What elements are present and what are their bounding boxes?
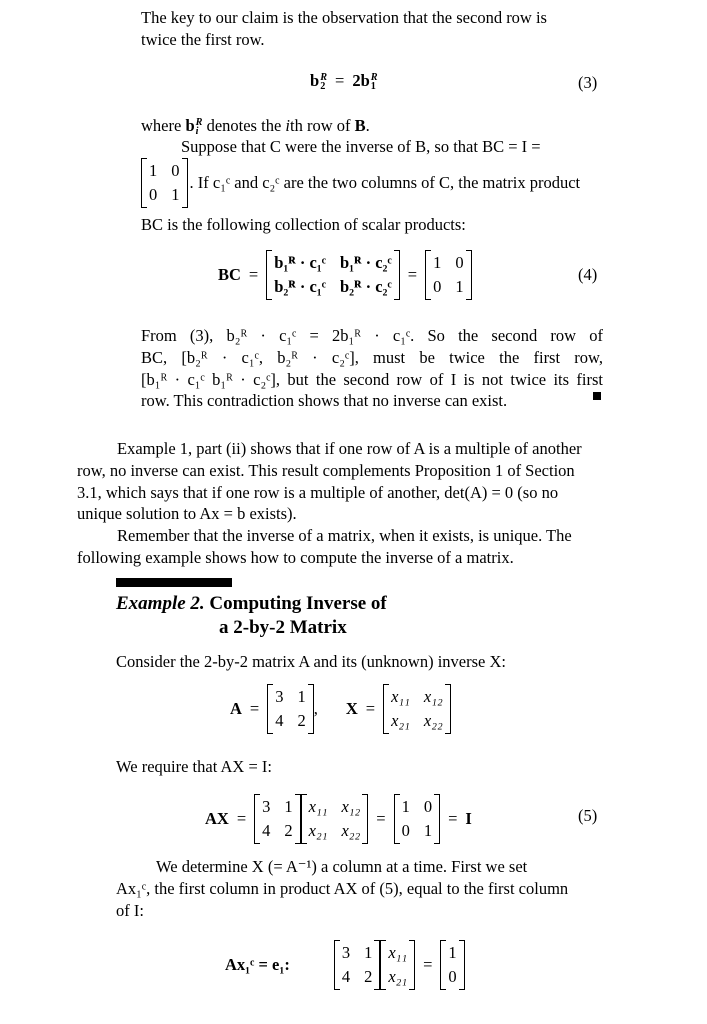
matrix-cell: x₁₁	[388, 943, 408, 962]
example-title: Computing Inverse of	[209, 593, 387, 614]
matrix-cell: 3	[341, 943, 351, 962]
equation-3	[310, 70, 378, 92]
eq3-lhs: b R 2	[310, 71, 328, 93]
text-line: Remember that the inverse of a matrix, when it exists, is unique. The	[117, 526, 572, 546]
paragraph-suppose-matrix	[141, 158, 580, 208]
text-line: [b₁ᴿ · c₁ᶜ b₁ᴿ · c₂ᶜ], but the second row of I is not twice its first	[141, 369, 603, 389]
text-consider: Consider the 2-by-2 matrix A and its (unknown) inverse X:	[116, 652, 506, 671]
identity-matrix	[425, 250, 472, 300]
text-suppose: Suppose that C were the inverse of B, so that BC = I =	[181, 137, 541, 156]
matrix-cell: 1	[171, 184, 180, 204]
symbol-B: B	[354, 116, 366, 135]
eq4-equals: =	[248, 264, 259, 284]
symbol-AX: AX	[205, 808, 229, 828]
matrix-A	[267, 684, 314, 734]
matrix-cell: 4	[262, 820, 271, 840]
eq3-equals: =	[335, 71, 345, 90]
equals-sign: =	[376, 808, 386, 828]
column-e1	[440, 940, 464, 990]
paragraph-where	[141, 115, 370, 137]
matrix-cell: 0	[433, 276, 442, 296]
matrix-cell: 0	[448, 966, 457, 986]
matrix-cell: 1	[423, 820, 433, 840]
eq4-equals-2: =	[407, 264, 418, 284]
text-line: of I:	[116, 900, 144, 920]
text-line: unique solution to Ax = b exists).	[77, 504, 297, 524]
equation-4	[218, 250, 472, 300]
matrix-X	[383, 684, 451, 734]
text-line: We determine X (= A⁻¹) a column at a time. First we set	[156, 857, 528, 876]
equals-sign: =	[249, 698, 260, 718]
matrix-A	[254, 794, 301, 844]
matrix-cell: x₁₂	[423, 687, 443, 706]
matrix-cell: x₂₁	[308, 820, 328, 840]
eq3-rhs: 2b R 1	[352, 71, 378, 93]
matrix-cell: 4	[341, 966, 351, 986]
equation-number-5: (5)	[578, 806, 598, 825]
matrix-cell: 4	[275, 710, 284, 730]
text-line: following example shows how to compute the inverse of a matrix.	[77, 547, 514, 567]
matrix-cell: x₁₂	[341, 797, 361, 816]
matrix-cell: 0	[149, 184, 158, 204]
text-line: The key to our claim is the observation that the second row is	[141, 8, 547, 27]
equation-5	[205, 794, 472, 844]
matrix-cell: 1	[284, 797, 293, 816]
eq6-lhs: Ax₁ᶜ = e₁:	[225, 954, 290, 974]
equals-sign: =	[448, 808, 458, 828]
text-columns: . If c₁ᶜ and c₂ᶜ are the two columns of C, the matrix product	[189, 172, 581, 192]
text-require: We require that AX = I:	[116, 757, 272, 776]
end-of-proof-icon	[593, 392, 601, 400]
identity-matrix	[394, 794, 441, 844]
paragraph-contradiction	[141, 325, 603, 412]
matrix-cell: b₂ᴿ · c₂ᶜ	[340, 276, 392, 296]
matrix-cell: 0	[423, 797, 433, 816]
text-line: Example 1, part (ii) shows that if one row of A is a multiple of another	[117, 439, 582, 458]
equation-first-column	[225, 940, 465, 990]
matrix-cell: x₁₁	[308, 797, 328, 816]
equals-sign: =	[423, 954, 433, 974]
matrix-cell: b₁ᴿ · c₁ᶜ	[274, 253, 326, 272]
matrix-cell: 1	[364, 943, 373, 962]
equation-number-4: (4)	[578, 265, 598, 284]
text-line: Ax₁ᶜ, the first column in product AX of (5), equal to the first column	[116, 878, 569, 898]
matrix-cell: 0	[455, 253, 464, 272]
matrix-cell: 1	[401, 797, 410, 816]
matrix-cell: 1	[149, 161, 158, 180]
matrix-cell: x₂₂	[423, 710, 443, 730]
text-th-row: th row of	[289, 116, 351, 135]
text-i: i	[285, 116, 290, 135]
column-x1	[380, 940, 415, 990]
paragraph-determine	[116, 856, 602, 921]
matrix-cell: 0	[401, 820, 410, 840]
matrix-cell: x₁₁	[391, 687, 410, 706]
matrix-A	[334, 940, 381, 990]
matrix-cell: b₂ᴿ · c₁ᶜ	[274, 276, 326, 296]
matrix-X	[301, 794, 369, 844]
matrix-cell: 1	[455, 276, 464, 296]
matrix-cell: x₂₂	[341, 820, 361, 840]
matrix-cell: 2	[297, 710, 306, 730]
matrix-cell: x₂₁	[391, 710, 410, 730]
text-line: row, no inverse can exist. This result complements Proposition 1 of Section	[77, 460, 575, 480]
equals-sign: =	[236, 808, 247, 828]
comma: ,	[313, 698, 318, 718]
example-heading	[116, 592, 387, 616]
equation-number-3: (3)	[578, 73, 598, 92]
symbol-A: A	[230, 698, 242, 718]
text-line: BC, [b₂ᴿ · c₁ᶜ, b₂ᴿ · c₂ᶜ], must be twice the first row,	[141, 347, 603, 367]
matrix-cell: 1	[448, 943, 457, 962]
paragraph-example1-note	[77, 438, 603, 569]
identity-matrix	[141, 158, 188, 208]
equals-sign: =	[365, 698, 376, 718]
text-where: where	[141, 116, 182, 135]
text-period: .	[365, 116, 370, 135]
paragraph-claim	[141, 7, 606, 51]
text-denotes: denotes the	[206, 116, 282, 135]
text-line: From (3), b₂ᴿ · c₁ᶜ = 2b₁ᴿ · c₁ᶜ. So the second row of	[141, 326, 603, 345]
matrix-cell: 0	[171, 161, 180, 180]
text-line: 3.1, which says that if one row is a multiple of another, det(A) = 0 (so no	[77, 482, 559, 502]
text-line: twice the first row.	[141, 29, 265, 49]
symbol-X: X	[345, 698, 358, 718]
matrix-cell: 1	[433, 253, 442, 272]
matrix-cell: b₁ᴿ · c₂ᶜ	[340, 253, 392, 272]
scalar-product-matrix	[266, 250, 400, 300]
text-line: row. This contradiction shows that no inverse can exist.	[141, 391, 508, 411]
section-rule	[116, 578, 232, 587]
example-label: Example 2.	[116, 593, 205, 614]
matrix-cell: 3	[275, 687, 284, 706]
b-i-symbol: b R i	[185, 116, 203, 138]
matrix-cell: 1	[297, 687, 306, 706]
example-heading-line2: a 2-by-2 Matrix	[219, 617, 347, 638]
eq4-lhs: BC	[218, 264, 241, 284]
matrix-cell: 3	[262, 797, 271, 816]
equation-a-x	[230, 684, 451, 734]
symbol-I: I	[465, 808, 472, 828]
text-bc-collection: BC is the following collection of scalar products:	[141, 215, 466, 234]
matrix-cell: 2	[284, 820, 293, 840]
matrix-cell: 2	[364, 966, 373, 986]
matrix-cell: x₂₁	[388, 966, 408, 986]
